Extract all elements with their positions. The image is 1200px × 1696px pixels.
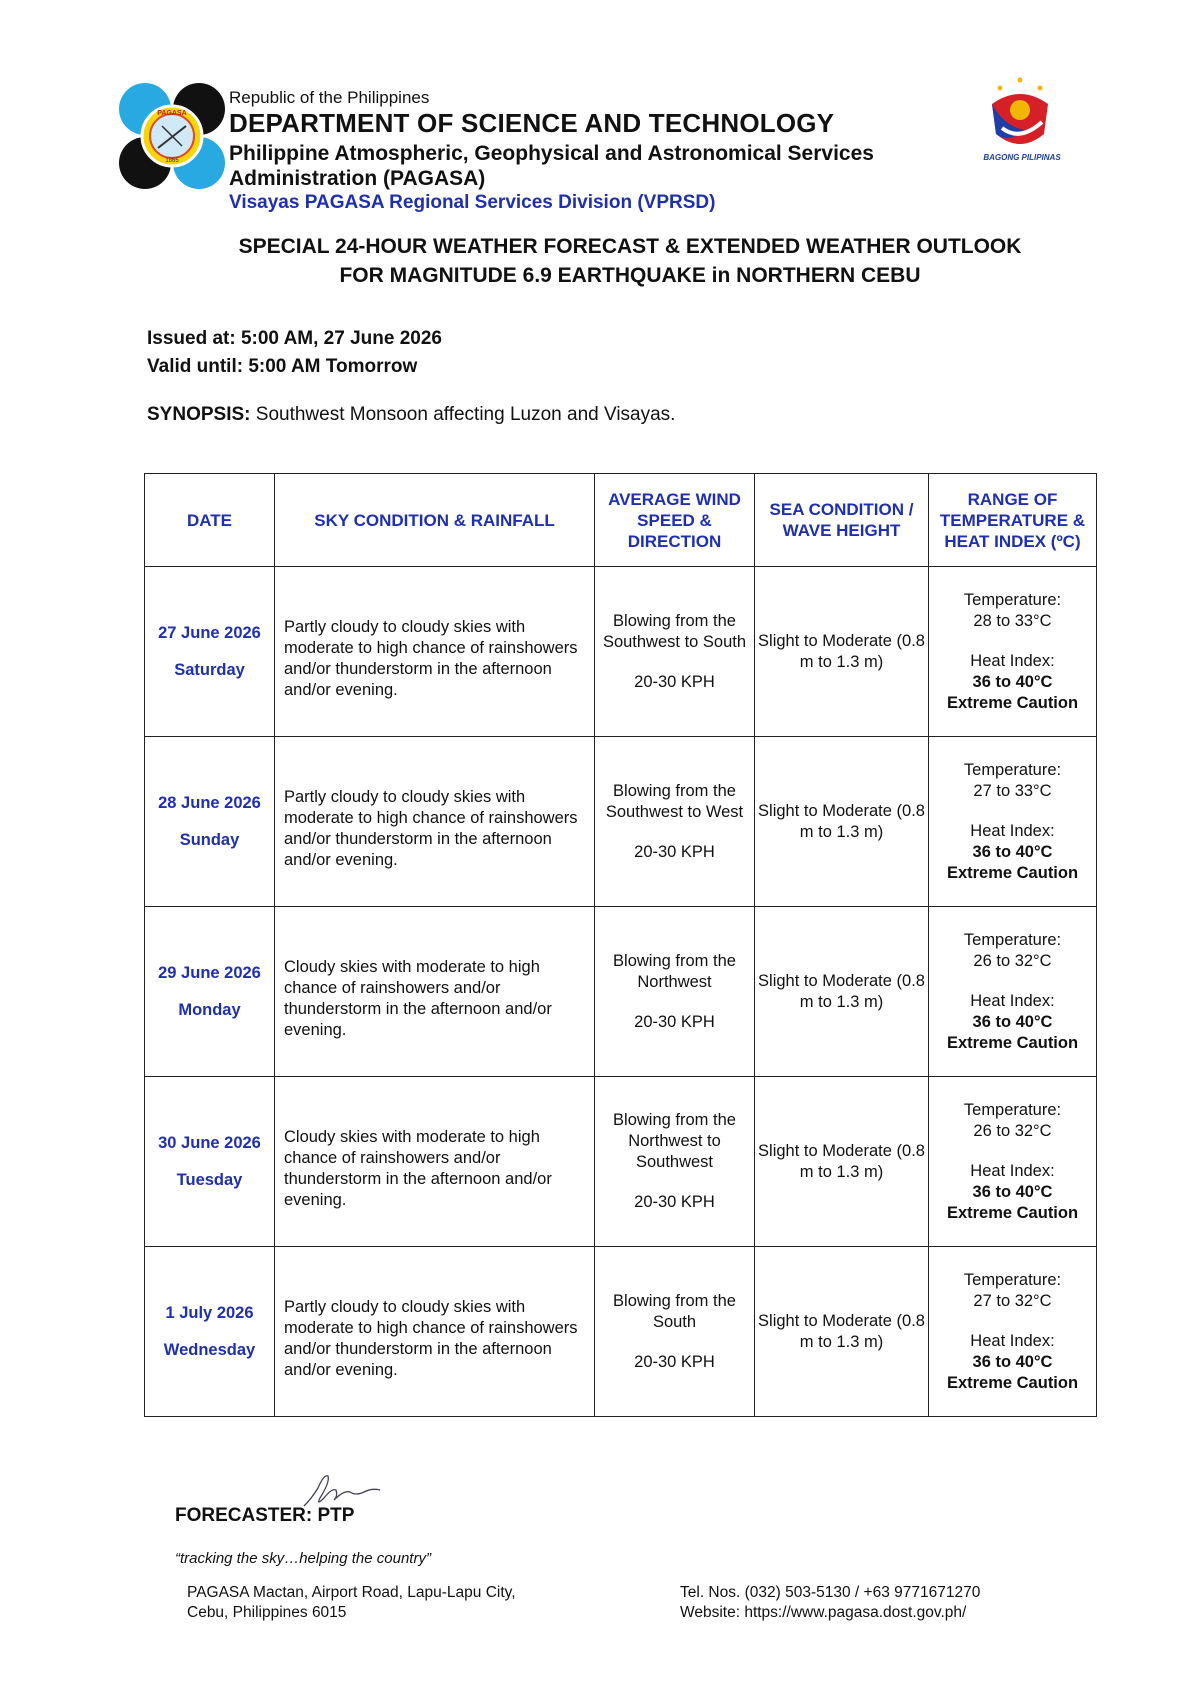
forecast-day: Tuesday [176, 1170, 243, 1189]
date-cell [145, 567, 275, 737]
forecaster: FORECASTER: PTP [175, 1505, 355, 1526]
telephone-numbers: Tel. Nos. (032) 503-5130 / +63 9771671270 [680, 1584, 981, 1601]
wind-speed: 20-30 KPH [634, 842, 715, 861]
valid-until: Valid until: 5:00 AM Tomorrow [147, 356, 418, 377]
heat-index-classification: Extreme Caution [946, 693, 1079, 712]
sky-condition-cell: Cloudy skies with moderate to high chance of rainshowers and/or thunderstorm in the afternoon and/or evening. [275, 907, 595, 1077]
forecast-day: Sunday [179, 830, 240, 849]
table-row [145, 907, 1097, 1077]
header-date: DATE [145, 474, 275, 567]
date-cell [145, 1077, 275, 1247]
agency-name-line1: Philippine Atmospheric, Geophysical and Astronomical Services [229, 142, 874, 165]
forecast-date: 1 July 2026 [165, 1303, 254, 1322]
sea-condition-cell: Slight to Moderate (0.8 m to 1.3 m) [755, 1077, 929, 1247]
forecast-date: 29 June 2026 [158, 963, 261, 982]
forecast-date: 30 June 2026 [158, 1133, 261, 1152]
heat-index-classification: Extreme Caution [946, 863, 1079, 882]
document-title-line2: FOR MAGNITUDE 6.9 EARTHQUAKE in NORTHERN CEBU [339, 264, 921, 287]
table-header-row [145, 474, 1097, 567]
heat-index-range: 36 to 40°C [972, 1182, 1053, 1201]
temperature-range: 28 to 33°C [973, 611, 1052, 630]
table-row [145, 737, 1097, 907]
temperature-range: 27 to 33°C [973, 781, 1052, 800]
wind-speed: 20-30 KPH [634, 1352, 715, 1371]
wind-speed: 20-30 KPH [634, 672, 715, 691]
temperature-cell [929, 1247, 1097, 1417]
contact-info [680, 1583, 980, 1623]
address-line1: PAGASA Mactan, Airport Road, Lapu-Lapu City, [187, 1584, 516, 1601]
forecast-table [144, 473, 1097, 1417]
sea-condition-cell: Slight to Moderate (0.8 m to 1.3 m) [755, 907, 929, 1077]
office-address [187, 1583, 516, 1623]
temperature-label: Temperature: [963, 760, 1062, 779]
document-title-line1: SPECIAL 24-HOUR WEATHER FORECAST & EXTENDED WEATHER OUTLOOK [238, 235, 1022, 258]
heat-index-range: 36 to 40°C [972, 672, 1053, 691]
wind-cell [595, 567, 755, 737]
temperature-range: 27 to 32°C [973, 1291, 1052, 1310]
date-cell [145, 1247, 275, 1417]
wind-cell [595, 1077, 755, 1247]
temperature-label: Temperature: [963, 590, 1062, 609]
synopsis-text: Southwest Monsoon affecting Luzon and Visayas. [255, 404, 676, 425]
sky-condition-cell: Partly cloudy to cloudy skies with moderate to high chance of rainshowers and/or thunderstorm in the afternoon and/or evening. [275, 1247, 595, 1417]
forecast-day: Wednesday [163, 1340, 256, 1359]
wind-cell [595, 1247, 755, 1417]
synopsis-label: SYNOPSIS: [147, 404, 251, 425]
temperature-range: 26 to 32°C [973, 1121, 1052, 1140]
wind-speed: 20-30 KPH [634, 1193, 715, 1211]
date-cell [145, 907, 275, 1077]
temperature-label: Temperature: [963, 1100, 1062, 1119]
temperature-cell [929, 907, 1097, 1077]
agency-name-line2: Administration (PAGASA) [229, 167, 486, 190]
heat-index-label: Heat Index: [970, 991, 1055, 1010]
tagline: “tracking the sky…helping the country” [175, 1550, 431, 1567]
temperature-cell [929, 567, 1097, 737]
sky-condition-cell: Partly cloudy to cloudy skies with moderate to high chance of rainshowers and/or thunderstorm in the afternoon and/or evening. [275, 737, 595, 907]
temperature-range: 26 to 32°C [973, 951, 1052, 970]
heat-index-range: 36 to 40°C [972, 1352, 1053, 1371]
heat-index-label: Heat Index: [970, 651, 1055, 670]
heat-index-label: Heat Index: [970, 1161, 1055, 1180]
svg-text:BAGONG PILIPINAS: BAGONG PILIPINAS [983, 153, 1061, 162]
wind-direction: Blowing from the Southwest to West [605, 781, 744, 821]
heat-index-classification: Extreme Caution [946, 1033, 1079, 1052]
issuance-info [147, 325, 442, 381]
website: Website: https://www.pagasa.dost.gov.ph/ [680, 1604, 967, 1621]
svg-text:PAGASA: PAGASA [157, 110, 187, 117]
wind-direction: Blowing from the Southwest to South [602, 611, 747, 651]
heat-index-classification: Extreme Caution [946, 1203, 1079, 1222]
department-name: DEPARTMENT OF SCIENCE AND TECHNOLOGY [229, 108, 835, 138]
synopsis [147, 404, 675, 426]
wind-speed: 20-30 KPH [634, 1012, 715, 1031]
forecaster-signature [298, 1468, 384, 1510]
heat-index-label: Heat Index: [970, 1331, 1055, 1350]
temperature-cell [929, 1077, 1097, 1247]
header-temperature: RANGE OF TEMPERATURE & HEAT INDEX (ºC) [929, 474, 1097, 567]
heat-index-classification: Extreme Caution [946, 1373, 1079, 1392]
svg-text:1865: 1865 [165, 158, 179, 164]
issued-at: Issued at: 5:00 AM, 27 June 2026 [147, 328, 442, 349]
heat-index-range: 36 to 40°C [972, 842, 1053, 861]
wind-cell [595, 737, 755, 907]
wind-cell [595, 907, 755, 1077]
table-row [145, 567, 1097, 737]
date-cell [145, 737, 275, 907]
header-sea-condition: SEA CONDITION / WAVE HEIGHT [755, 474, 929, 567]
republic-label: Republic of the Philippines [229, 88, 430, 107]
document-title [0, 232, 1200, 290]
sky-condition-cell: Partly cloudy to cloudy skies with moderate to high chance of rainshowers and/or thunderstorm in the afternoon and/or evening. [275, 567, 595, 737]
forecast-day: Monday [178, 1000, 241, 1019]
header-wind: AVERAGE WIND SPEED & DIRECTION [595, 474, 755, 567]
heat-index-label: Heat Index: [970, 821, 1055, 840]
pagasa-logo [118, 82, 226, 190]
table-row [145, 1077, 1097, 1247]
sea-condition-cell: Slight to Moderate (0.8 m to 1.3 m) [755, 737, 929, 907]
temperature-label: Temperature: [963, 930, 1062, 949]
forecast-date: 28 June 2026 [158, 793, 261, 812]
address-line2: Cebu, Philippines 6015 [187, 1604, 347, 1621]
sky-condition-cell: Cloudy skies with moderate to high chance of rainshowers and/or thunderstorm in the afternoon and/or evening. [275, 1077, 595, 1247]
header-sky-condition: SKY CONDITION & RAINFALL [275, 474, 595, 567]
heat-index-range: 36 to 40°C [972, 1012, 1053, 1031]
wind-direction: Blowing from the Northwest to Southwest [613, 1111, 736, 1171]
sea-condition-cell: Slight to Moderate (0.8 m to 1.3 m) [755, 567, 929, 737]
agency-name [229, 141, 949, 191]
table-row [145, 1247, 1097, 1417]
division-name: Visayas PAGASA Regional Services Division (VPRSD) [229, 192, 716, 213]
forecast-date: 27 June 2026 [158, 623, 261, 642]
temperature-cell [929, 737, 1097, 907]
temperature-label: Temperature: [963, 1270, 1062, 1289]
forecast-day: Saturday [174, 660, 245, 679]
wind-direction: Blowing from the South [613, 1291, 736, 1331]
wind-direction: Blowing from the Northwest [613, 951, 736, 991]
bagong-pilipinas-logo [962, 74, 1082, 174]
sea-condition-cell: Slight to Moderate (0.8 m to 1.3 m) [755, 1247, 929, 1417]
